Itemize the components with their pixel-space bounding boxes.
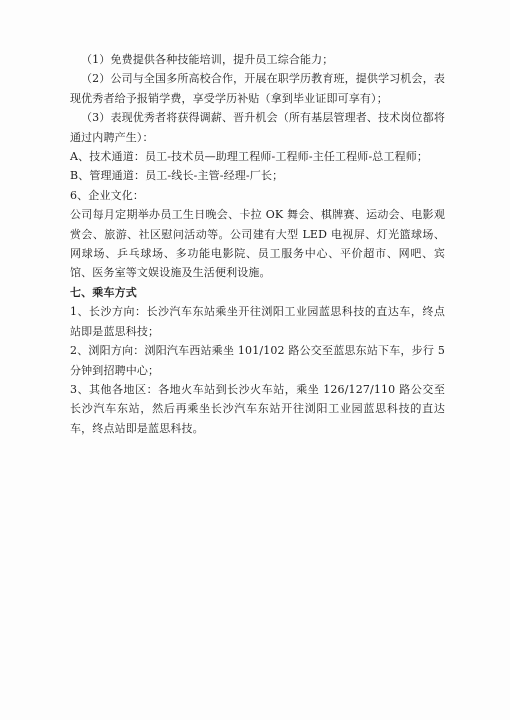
career-track-technical: A、技术通道：员工-技术员—助理工程师-工程师-主任工程师-总工程师；: [70, 150, 429, 164]
benefit-training: （1）免费提供各种技能培训，提升员工综合能力；: [81, 53, 334, 66]
transport-liuyang: 2、浏阳方向：浏阳汽车西站乘坐 101/102 路公交至蓝思东站下车，步行 5 分钟到招聘中心；: [70, 344, 445, 377]
benefit-promotion: （3）表现优秀者将获得调薪、晋升机会（所有基层管理者、技术岗位都将通过内聘产生）：: [70, 111, 445, 144]
transport-changsha: 1、长沙方向：长沙汽车东站乘坐开往浏阳工业园蓝思科技的直达车，终点站即是蓝思科技；: [70, 305, 445, 338]
section-corporate-culture: 6、企业文化：: [70, 188, 145, 202]
career-track-management: B、管理通道：员工-线长-主管-经理-厂长；: [70, 169, 284, 183]
document-body: [70, 50, 445, 438]
benefit-education: （2）公司与全国多所高校合作，开展在职学历教育班，提供学习机会，表现优秀者给予报销学费，享受学历补贴（拿到毕业证即可享有）；: [70, 72, 445, 105]
transport-other-regions: 3、其他各地区：各地火车站到长沙火车站，乘坐 126/127/110 路公交至长沙汽车东站，然后再乘坐长沙汽车东站开往浏阳工业园蓝思科技的直达车，终点站即是蓝思科技。: [70, 382, 445, 435]
section-heading-transport: 七、乘车方式: [70, 285, 137, 299]
corporate-culture-text: 公司每月定期举办员工生日晚会、卡拉 OK 舞会、棋牌赛、运动会、电影观赏会、旅游、社区慰问活动等。公司建有大型 LED 电视屏、灯光篮球场、网球场、乒乓球场、多功能电影院、员工服务中心、平价超市、网吧、宾馆、医务室等文娱设施及生活便利设施。: [70, 208, 445, 280]
